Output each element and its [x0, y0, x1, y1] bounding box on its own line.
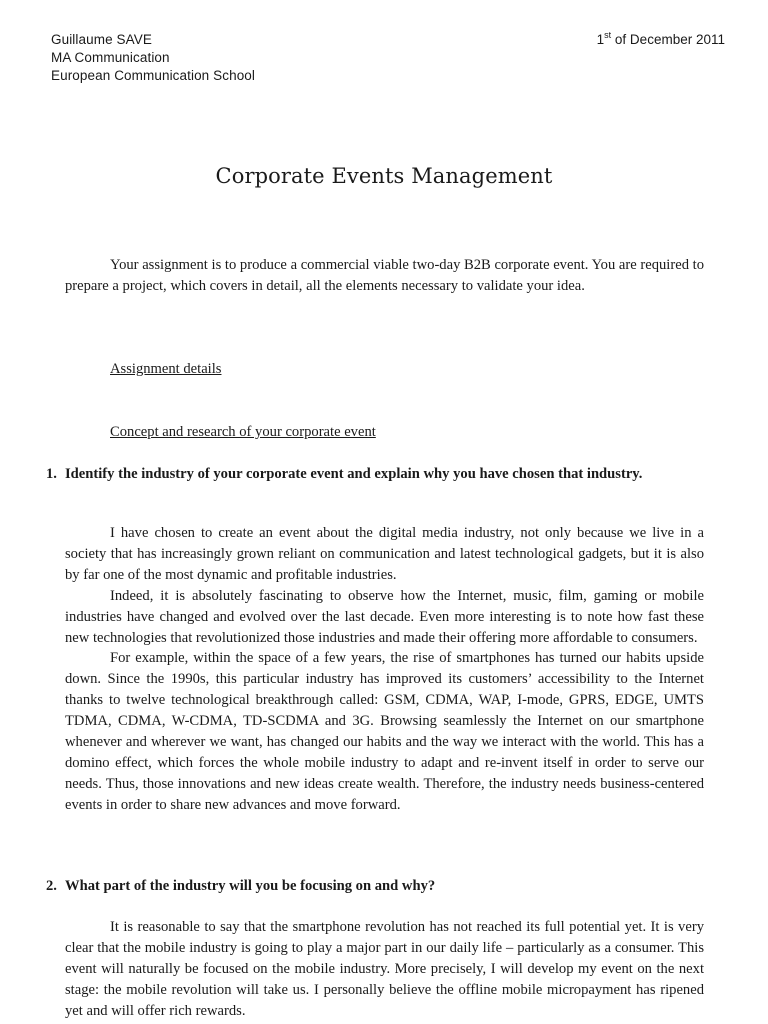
- answer-1-paragraph: Indeed, it is absolutely fascinating to observe how the Internet, music, film, gaming or mobile industries have changed and evolved over the last decade. Even more interesting is to note how fast these new technologies that revolutionized those industries and made their offering more affordable to consumers.: [65, 587, 704, 646]
- answer-2: [65, 917, 704, 1022]
- question-2: [46, 876, 704, 897]
- author-block: [51, 31, 255, 85]
- answer-1-paragraph: For example, within the space of a few years, the rise of smartphones has turned our habits upside down. Since the 1990s, this particular industry has improved its customers’ accessibility to the Internet thanks to twelve technological breakthrough called: GSM, CDMA, WAP, I-mode, GPRS, EDGE, UMTS TDMA, CDMA, W-CDMA, TD-SCDMA and 3G. Browsing seamlessly the Internet on our smartphone whenever and wherever we want, has changed our habits and the way we interact with the world. This has a domino effect, which forces the whole mobile industry to adapt and re-invent itself in order to serve our needs. Thus, those innovations and new ideas create wealth. Therefore, the industry needs business-centered events in order to share new advances and move forward.: [65, 650, 704, 813]
- date-suffix: st: [604, 29, 612, 40]
- subheading-concept-research: Concept and research of your corporate event: [110, 424, 376, 440]
- question-1: [46, 464, 704, 485]
- answer-2-paragraph: It is reasonable to say that the smartphone revolution has not reached its full potential yet. It is very clear that the mobile industry is going to play a major part in our daily life – particularly as a consumer. This event will naturally be focused on the mobile industry. More precisely, I will develop my event on the next stage: the mobile revolution will take us. I personally believe the offline mobile micropayment has ripened yet and will offer rich rewards.: [65, 919, 704, 1019]
- author-name: Guillaume SAVE: [51, 32, 152, 47]
- author-program: MA Communication: [51, 50, 170, 65]
- answer-1: [65, 523, 704, 816]
- intro-paragraph: [65, 255, 704, 297]
- document-date: [597, 31, 725, 49]
- question-1-number: 1.: [46, 466, 57, 482]
- question-2-number: 2.: [46, 878, 57, 894]
- question-1-text: Identify the industry of your corporate event and explain why you have chosen that industry.: [65, 466, 643, 482]
- question-2-text: What part of the industry will you be focusing on and why?: [65, 878, 436, 894]
- intro-text: Your assignment is to produce a commercial viable two-day B2B corporate event. You are required to prepare a project, which covers in detail, all the elements necessary to validate your idea.: [65, 257, 704, 294]
- answer-1-paragraph: I have chosen to create an event about the digital media industry, not only because we live in a society that has increasingly grown reliant on communication and latest technological gadgets, but it is also by far one of the most dynamic and profitable industries.: [65, 525, 704, 583]
- date-day: 1: [596, 32, 605, 47]
- author-school: European Communication School: [51, 68, 256, 83]
- date-rest: of December 2011: [611, 32, 725, 47]
- subheading-assignment-details: Assignment details: [110, 361, 222, 377]
- document-title: Corporate Events Management: [215, 164, 553, 188]
